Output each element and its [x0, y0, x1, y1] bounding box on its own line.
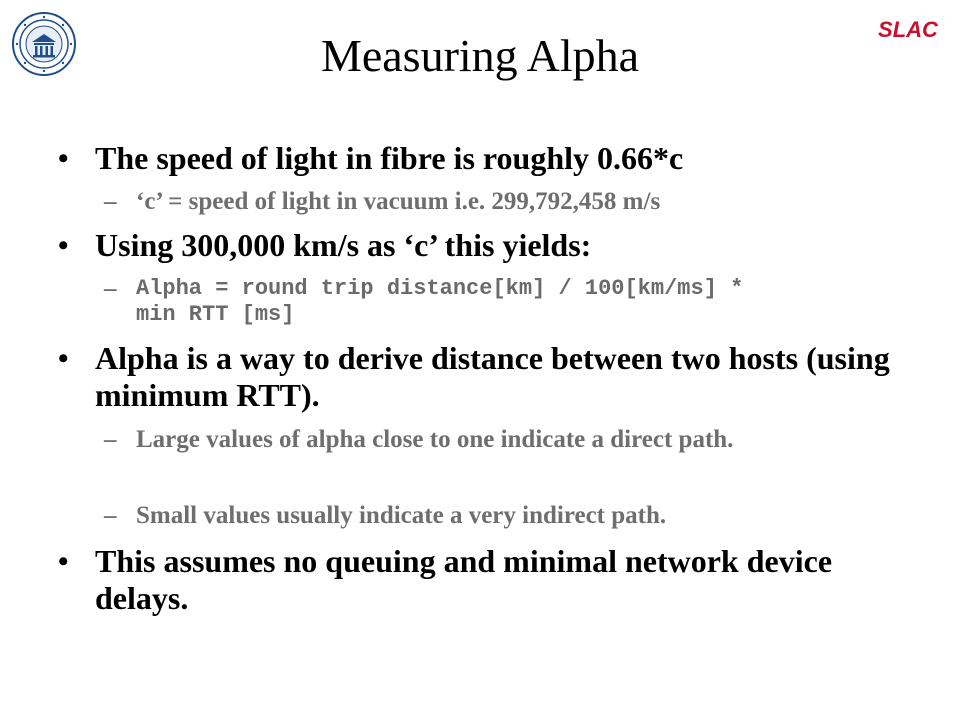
slide-title: Measuring Alpha	[320, 30, 640, 81]
dash-glyph: –	[104, 426, 117, 453]
bullet-glyph: •	[58, 545, 69, 578]
sub-bullet-item	[104, 424, 896, 456]
bullet-glyph: •	[58, 142, 69, 175]
bullet-glyph: •	[58, 229, 69, 262]
bullet-item	[58, 140, 915, 177]
bullet-item	[58, 543, 915, 617]
sub-bullet-item	[104, 500, 896, 532]
bullet-text: Using 300,000 km/s as ‘c’ this yields:	[95, 227, 592, 263]
dash-glyph: –	[104, 188, 117, 215]
formula-item	[104, 275, 756, 328]
bullet-glyph: •	[58, 342, 69, 375]
bullet-text: The speed of light in fibre is roughly 0.66*c	[95, 140, 684, 176]
sub-bullet-text: Small values usually indicate a very indirect path.	[136, 502, 667, 529]
dash-glyph: –	[104, 502, 117, 529]
sub-bullet-text: ‘c’ = speed of light in vacuum i.e. 299,792,458 m/s	[136, 188, 661, 215]
bullet-text: Alpha is a way to derive distance between two hosts (using minimum RTT).	[95, 340, 890, 413]
sub-bullet-text: Large values of alpha close to one indicate a direct path.	[136, 426, 734, 453]
formula-text: Alpha = round trip distance[km] / 100[km/ms] * min RTT [ms]	[136, 276, 744, 327]
bullet-item	[58, 227, 915, 264]
sub-bullet-item	[104, 186, 896, 218]
svg-text:SLAC: SLAC	[878, 17, 938, 42]
bullet-text: This assumes no queuing and minimal network device delays.	[95, 543, 833, 616]
dash-glyph: –	[104, 275, 117, 302]
bullet-item	[58, 340, 915, 414]
